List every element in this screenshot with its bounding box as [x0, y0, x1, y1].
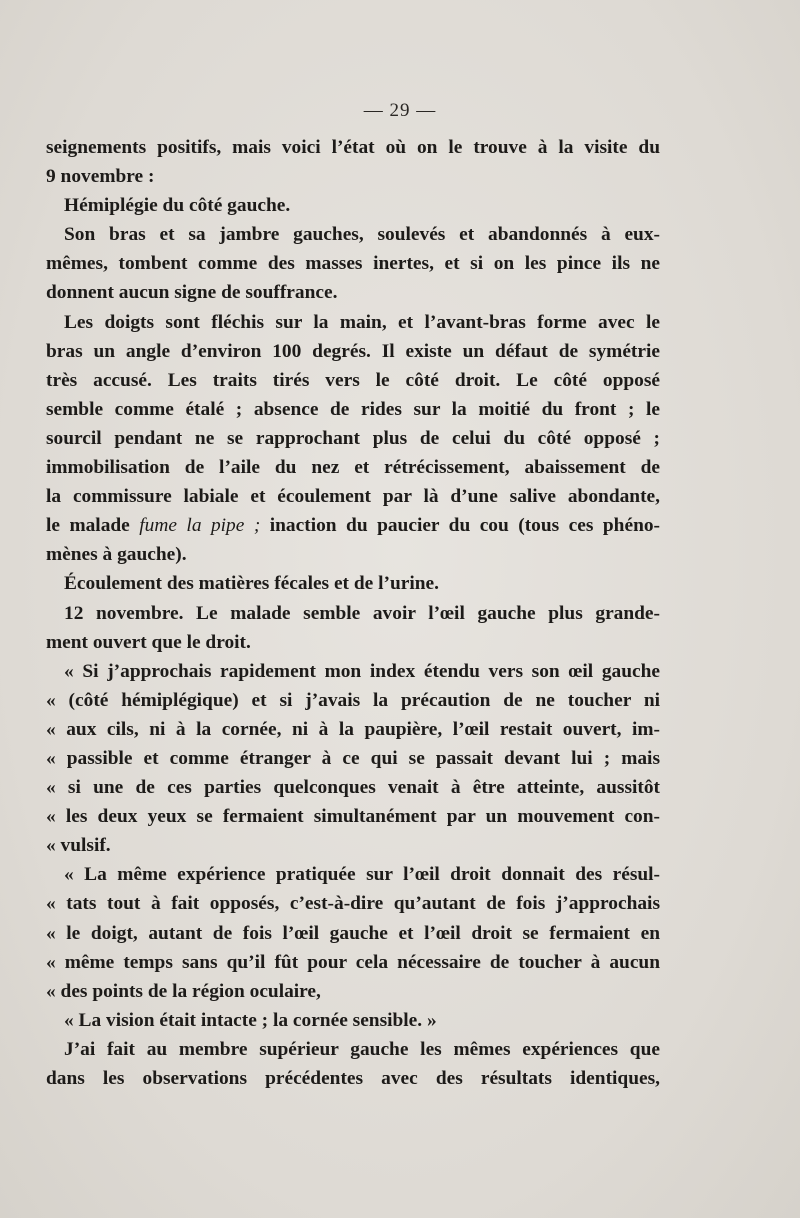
text-line: donnent aucun signe de souffrance. — [46, 282, 338, 304]
text-line: mènes à gauche). — [46, 544, 187, 566]
text-line — [46, 511, 660, 540]
text-line: « La vision était intacte ; la cornée sensible. » — [64, 1009, 437, 1031]
text-line: « même temps sans qu’il fût pour cela nécessaire de toucher à aucun — [46, 951, 660, 973]
text-line: Hémiplégie du côté gauche. — [64, 195, 291, 217]
text-line: dans les observations précédentes avec des résultats identiques, — [46, 1068, 660, 1089]
text-line: 9 novembre : — [46, 166, 155, 188]
text-line: « si une de ces parties quelconques venait à être atteinte, aussitôt — [46, 777, 660, 799]
text-line: J’ai fait au membre supérieur gauche les mêmes expériences que — [64, 1038, 660, 1060]
body-text — [46, 133, 660, 1093]
text-line: très accusé. Les traits tirés vers le côté droit. Le côté opposé — [46, 369, 660, 391]
text-run: inaction du paucier du cou (tous ces phéno- — [260, 515, 660, 537]
text-line: sourcil pendant ne se rapprochant plus de celui du côté opposé ; — [46, 427, 660, 449]
text-line: seignements positifs, mais voici l’état où on le trouve à la visite du — [46, 137, 660, 158]
text-line: ment ouvert que le droit. — [46, 631, 251, 653]
text-line: Écoulement des matières fécales et de l’urine. — [64, 573, 439, 595]
text-run: le malade — [46, 515, 140, 537]
text-line: « vulsif. — [46, 835, 111, 857]
text-line: « (côté hémiplégique) et si j’avais la précaution de ne toucher ni — [46, 689, 660, 711]
text-line: « des points de la région oculaire, — [46, 980, 321, 1002]
text-line: immobilisation de l’aile du nez et rétrécissement, abaissement de — [46, 457, 660, 479]
text-line: « les deux yeux se fermaient simultanément par un mouvement con- — [46, 806, 660, 828]
text-line: Les doigts sont fléchis sur la main, et l’avant-bras forme avec le — [64, 311, 660, 333]
text-line: « passible et comme étranger à ce qui se passait devant lui ; mais — [46, 747, 660, 769]
text-line: 12 novembre. Le malade semble avoir l’œil gauche plus grande- — [64, 602, 660, 624]
text-line: « tats tout à fait opposés, c’est-à-dire qu’autant de fois j’approchais — [46, 893, 660, 915]
text-line: « aux cils, ni à la cornée, ni à la paupière, l’œil restait ouvert, im- — [46, 718, 660, 740]
text-line: « le doigt, autant de fois l’œil gauche et l’œil droit se fermaient en — [46, 922, 660, 944]
text-line: bras un angle d’environ 100 degrés. Il existe un défaut de symétrie — [46, 340, 660, 362]
page-number: — 29 — — [363, 100, 437, 121]
text-line: semble comme étalé ; absence de rides sur la moitié du front ; le — [46, 398, 660, 420]
italic-text-run: fume la pipe ; — [139, 515, 261, 537]
text-line: la commissure labiale et écoulement par là d’une salive abondante, — [46, 486, 660, 508]
text-line: « Si j’approchais rapidement mon index étendu vers son œil gauche — [64, 660, 660, 682]
text-line: « La même expérience pratiquée sur l’œil droit donnait des résul- — [64, 864, 660, 886]
text-line: mêmes, tombent comme des masses inertes, et si on les pince ils ne — [46, 253, 660, 275]
text-line: Son bras et sa jambre gauches, soulevés et abandonnés à eux- — [64, 224, 660, 246]
